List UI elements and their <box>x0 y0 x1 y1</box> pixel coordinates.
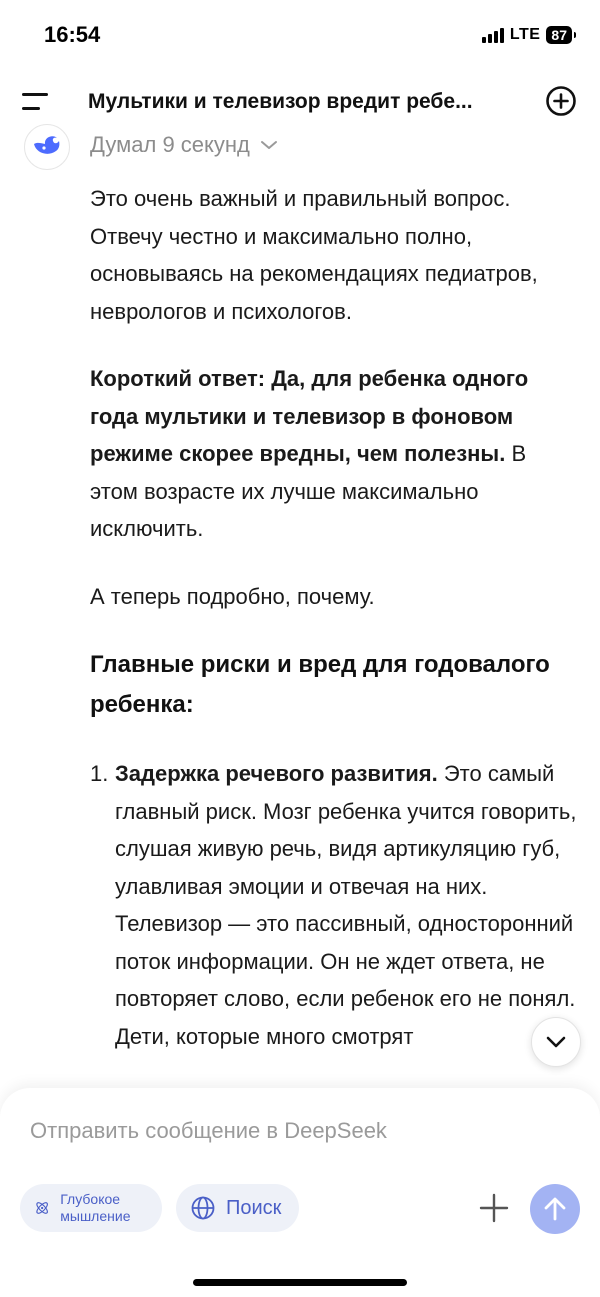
chevron-down-icon <box>260 139 278 151</box>
network-type: LTE <box>509 26 541 43</box>
detail-intro: А теперь подробно, почему. <box>90 583 375 609</box>
message-input[interactable]: Отправить сообщение в DeepSeek <box>30 1118 387 1143</box>
chat-title[interactable]: Мультики и телевизор вредит ребе... <box>88 90 473 113</box>
whale-icon <box>32 135 62 159</box>
list-item-title: Задержка речевого развития. <box>115 761 438 786</box>
atom-icon <box>34 1195 50 1221</box>
new-chat-icon[interactable] <box>545 85 577 117</box>
battery-icon: 87 <box>546 26 572 44</box>
deep-think-label: Глубокое мышление <box>60 1191 131 1224</box>
status-bar <box>0 0 600 70</box>
status-right <box>482 26 572 44</box>
short-answer-bold: Короткий ответ: Да, для ребенка одного года мультики и телевизор в фоновом режиме скорее вредны, чем полезны. <box>90 366 529 466</box>
globe-icon <box>190 1195 216 1221</box>
home-indicator <box>193 1279 407 1286</box>
thinking-label: Думал 9 секунд <box>90 132 250 157</box>
list-item <box>90 755 580 1055</box>
menu-icon[interactable] <box>22 90 50 114</box>
attach-plus-icon[interactable] <box>478 1192 510 1224</box>
signal-icon <box>482 27 504 43</box>
search-label: Поиск <box>226 1196 282 1219</box>
deepseek-avatar <box>24 124 70 170</box>
chevron-down-icon <box>546 1036 566 1048</box>
list-item-text: Это самый главный риск. Мозг ребенка учится говорить, слушая живую речь, видя артикуляцию губ, улавливая эмоции и отвечая на них. Телевизор — это пассивный, односторонний поток информации. Он не ждет ответа, не повторяет слово, если ребенок его не понял. Дети, которые много смотрят <box>115 761 577 1049</box>
list-number: 1. <box>90 761 109 786</box>
status-time: 16:54 <box>44 22 101 47</box>
thinking-toggle[interactable] <box>90 132 278 158</box>
scroll-down-button[interactable] <box>531 1017 581 1067</box>
assistant-message <box>90 180 580 1055</box>
search-button[interactable] <box>176 1184 299 1232</box>
short-answer-rest: В этом возрасте их лучше максимально исключить. <box>90 441 527 541</box>
send-button[interactable] <box>530 1184 580 1234</box>
message-composer <box>0 1088 600 1297</box>
chat-header <box>0 78 600 128</box>
short-answer <box>90 360 580 548</box>
message-intro: Это очень важный и правильный вопрос. Отвечу честно и максимально полно, основываясь на рекомендациях педиатров, неврологов и психологов. <box>90 186 538 324</box>
deep-think-button[interactable] <box>20 1184 162 1232</box>
arrow-up-icon <box>543 1196 567 1222</box>
section-heading: Главные риски и вред для годовалого ребенка: <box>90 651 550 718</box>
